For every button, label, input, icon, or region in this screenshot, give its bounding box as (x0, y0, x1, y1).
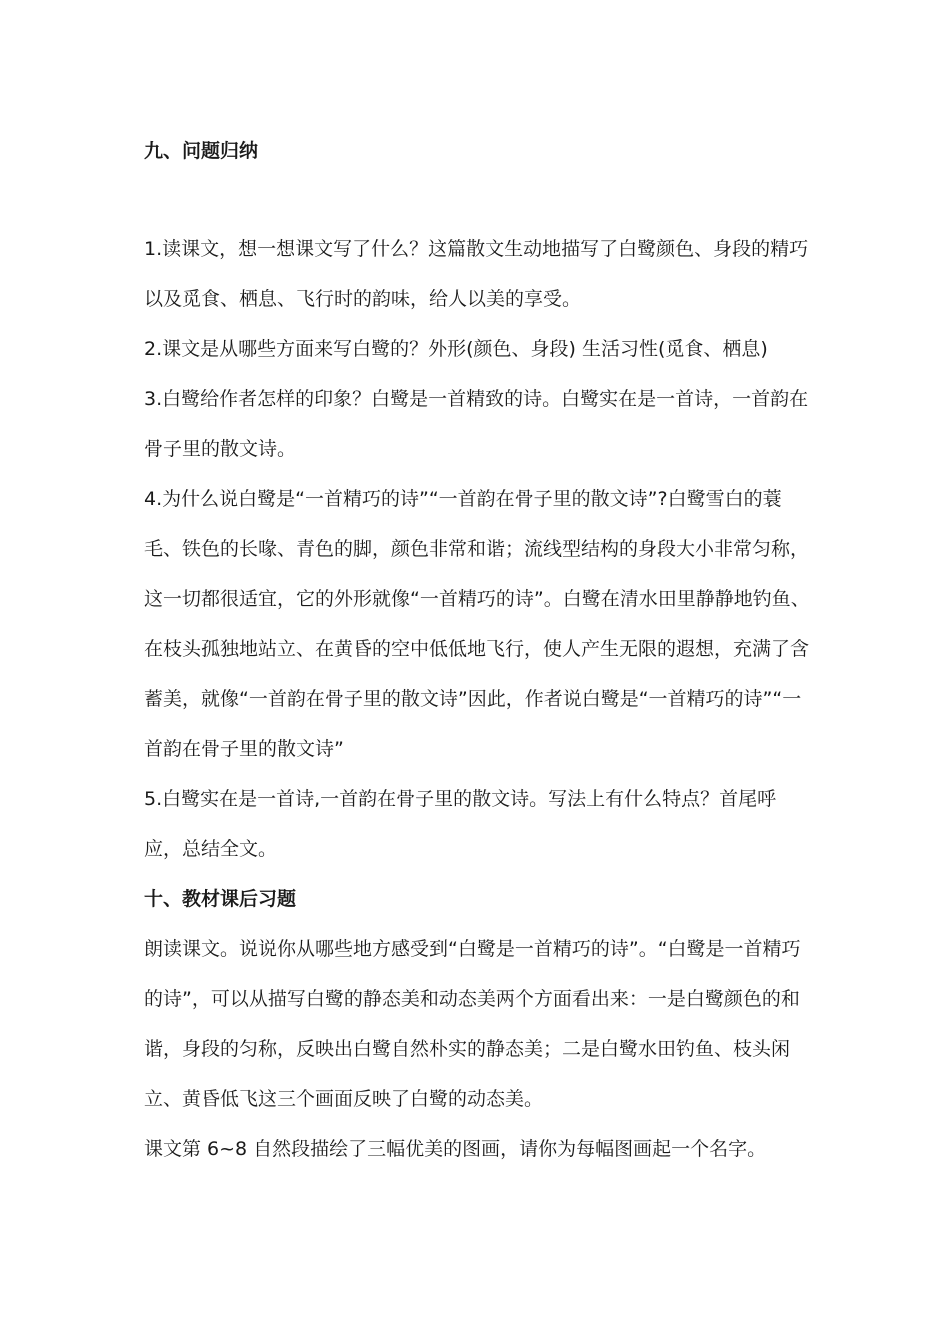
section-9-item-1: 1.读课文，想一想课文写了什么？这篇散文生动地描写了白鹭颜色、身段的精巧以及觅食、栖息、飞行时的韵味，给人以美的享受。 (144, 238, 809, 310)
spacer (144, 176, 812, 224)
section-9-item-4: 4.为什么说白鹭是“一首精巧的诗”“一首韵在骨子里的散文诗”?白鹭雪白的蓑毛、铁色的长喙、青色的脚，颜色非常和谐；流线型结构的身段大小非常匀称，这一切都很适宜，它的外形就像“一首精巧的诗”。白鹭在清水田里静静地钓鱼、在枝头孤独地站立、在黄昏的空中低低地飞行，使人产生无限的遐想，充满了含蓄美，就像“一首韵在骨子里的散文诗”因此，作者说白鹭是“一首精巧的诗”“一首韵在骨子里的散文诗” (144, 488, 810, 760)
section-10-heading: 十、教材课后习题 (144, 888, 297, 910)
section-9-item-2: 2.课文是从哪些方面来写白鹭的？外形(颜色、身段) 生活习性(觅食、栖息) (144, 338, 768, 360)
section-10-item-2: 课文第 6~8 自然段描绘了三幅优美的图画，请你为每幅图画起一个名字。 (144, 1138, 767, 1160)
document-content (144, 126, 812, 1174)
section-10-item-1: 朗读课文。说说你从哪些地方感受到“白鹭是一首精巧的诗”。“白鹭是一首精巧的诗”，可以从描写白鹭的静态美和动态美两个方面看出来：一是白鹭颜色的和谐，身段的匀称，反映出白鹭自然朴实的静态美；二是白鹭水田钓鱼、枝头闲立、黄昏低飞这三个画面反映了白鹭的动态美。 (144, 938, 801, 1110)
section-9-item-5: 5.白鹭实在是一首诗,一首韵在骨子里的散文诗。写法上有什么特点？首尾呼应，总结全文。 (144, 788, 777, 860)
section-9-item-3: 3.白鹭给作者怎样的印象？白鹭是一首精致的诗。白鹭实在是一首诗，一首韵在骨子里的散文诗。 (144, 388, 809, 460)
section-9-heading: 九、问题归纳 (144, 140, 259, 162)
